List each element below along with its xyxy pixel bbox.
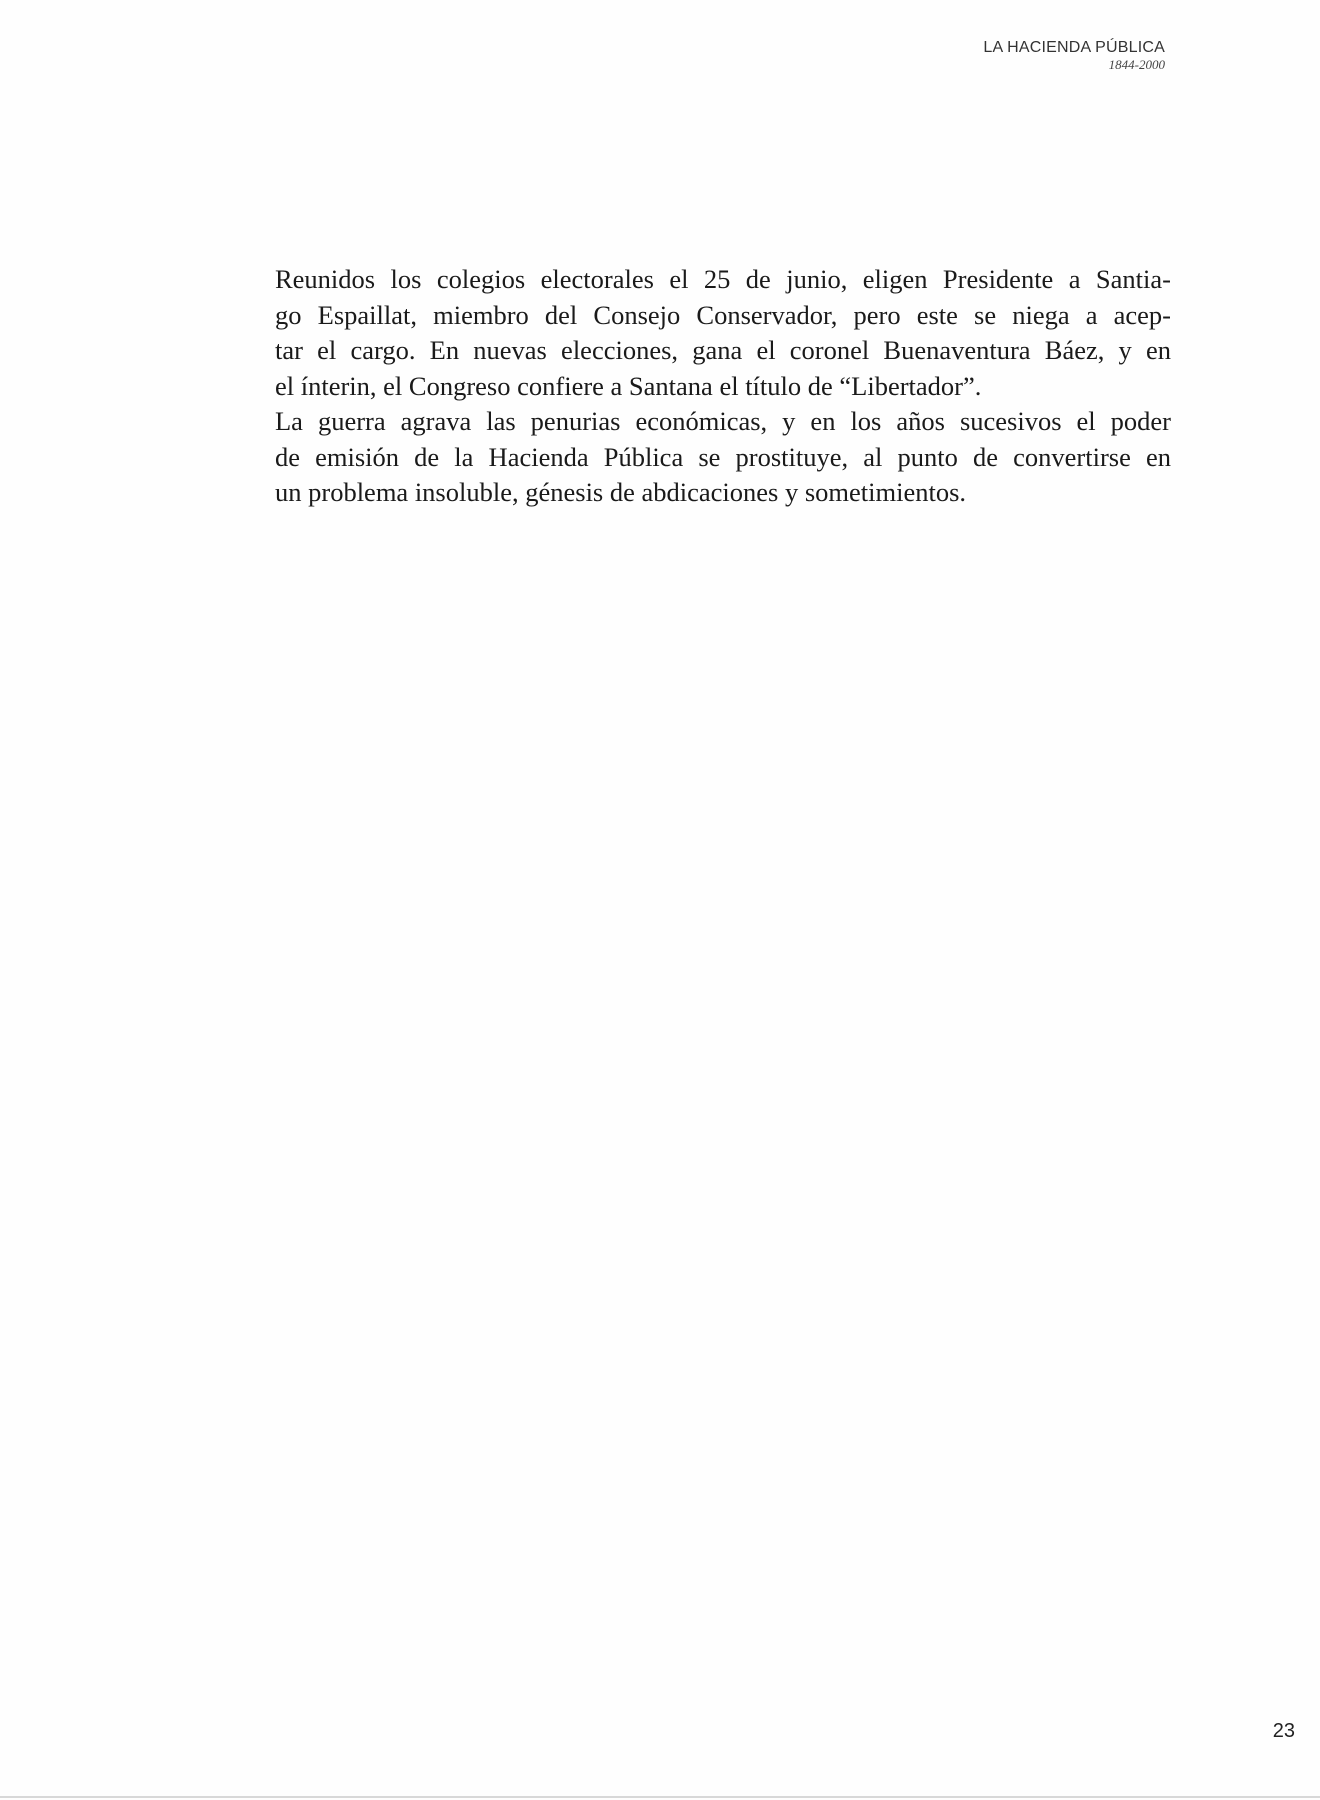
page-number: 23 [1272,1720,1295,1742]
running-header-title: LA HACIENDA PÚBLICA [983,39,1165,56]
body-text [275,262,1171,511]
text-line: tar el cargo. En nuevas elecciones, gana el coronel Buenaventura Báez, y en [275,335,1171,365]
text-line: un problema insoluble, génesis de abdicaciones y sometimientos. [275,477,967,507]
page-bottom-edge [0,1796,1320,1798]
text-line: el ínterin, el Congreso confiere a Santana el título de “Libertador”. [275,370,982,401]
running-header [983,38,1165,72]
running-header-years: 1844-2000 [1108,57,1165,72]
paragraph [275,262,1171,404]
text-line: de emisión de la Hacienda Pública se prostituye, al punto de convertirse en [275,441,1171,472]
text-line: go Espaillat, miembro del Consejo Conservador, pero este se niega a acep- [275,299,1171,330]
text-line: Reunidos los colegios electorales el 25 de junio, eligen Presidente a Santia- [275,264,1171,294]
paragraph [275,404,1171,511]
text-line: La guerra agrava las penurias económicas, y en los años sucesivos el poder [275,406,1171,436]
